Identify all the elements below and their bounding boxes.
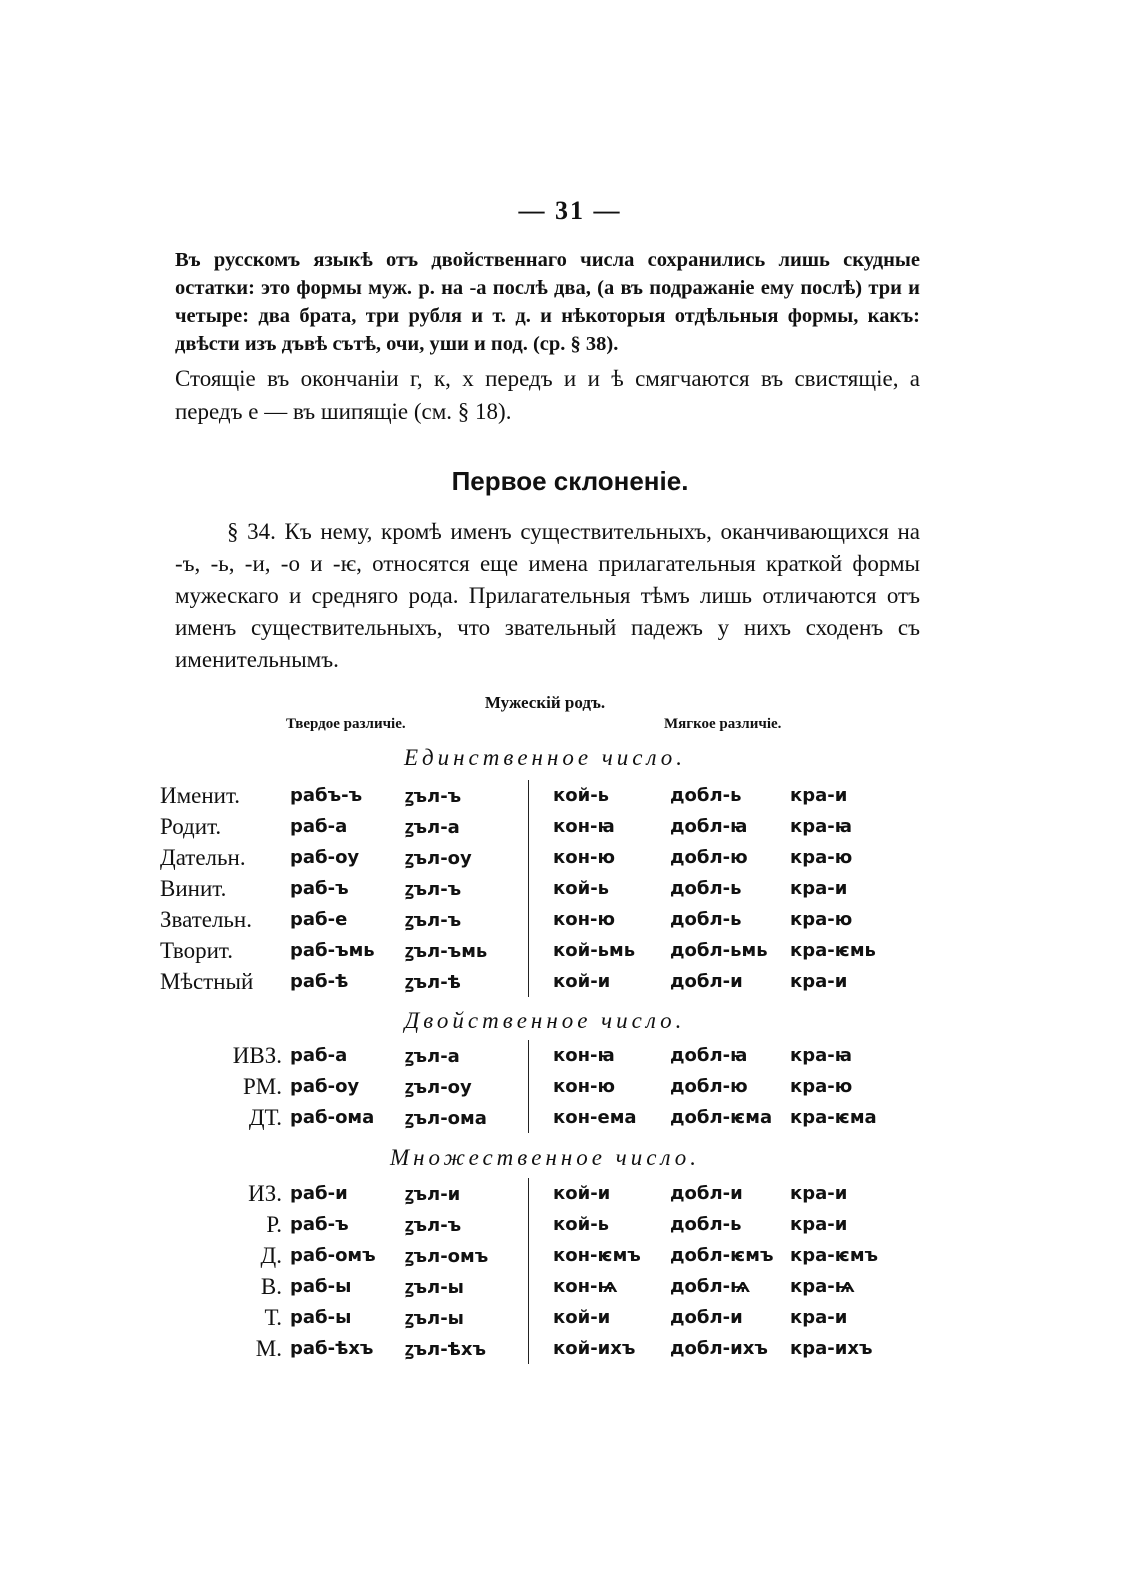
word-form: добл-ѥмъ bbox=[670, 1245, 774, 1266]
word-form: ꙁъл-ъмь bbox=[405, 940, 488, 962]
word-form: кой-и bbox=[529, 1178, 671, 1209]
word-form: кра-и bbox=[790, 1307, 848, 1328]
case-label: Д. bbox=[260, 1242, 282, 1268]
word-form: ꙁъл-ы bbox=[405, 1307, 464, 1329]
singular-title: Единственное число. bbox=[403, 745, 687, 770]
word-form: кра-и bbox=[790, 1214, 848, 1235]
word-form: кра-ꙗ bbox=[790, 1045, 852, 1066]
word-form: ꙁъл-ома bbox=[405, 1107, 487, 1129]
table-row bbox=[160, 811, 900, 842]
word-form: ꙁъл-оу bbox=[405, 847, 472, 869]
table-row bbox=[160, 1209, 900, 1240]
table-row bbox=[160, 1071, 900, 1102]
word-form: кой-ихъ bbox=[529, 1333, 671, 1364]
case-label: ИЗ. bbox=[248, 1180, 282, 1206]
case-label: Именит. bbox=[160, 782, 241, 808]
word-form: добл-ю bbox=[670, 847, 748, 868]
word-form: рабъ-ъ bbox=[290, 785, 363, 806]
word-form: ꙁъл-ъ bbox=[405, 878, 462, 900]
word-form: кой-ь bbox=[529, 1209, 671, 1240]
word-form: раб-ъ bbox=[290, 878, 349, 899]
table-row bbox=[160, 873, 900, 904]
word-form: кой-ь bbox=[529, 780, 671, 811]
word-form: добл-ихъ bbox=[670, 1338, 768, 1359]
word-form: ꙁъл-ы bbox=[405, 1276, 464, 1298]
table-row bbox=[160, 1240, 900, 1271]
case-label: Р. bbox=[266, 1211, 282, 1237]
case-label: Дательн. bbox=[160, 844, 246, 870]
section-heading: Первое склоненіе. bbox=[451, 466, 689, 496]
dual-table bbox=[160, 1040, 900, 1133]
word-form: раб-ъмь bbox=[290, 940, 375, 961]
case-label: ИВЗ. bbox=[232, 1042, 282, 1068]
word-form: раб-оу bbox=[290, 1076, 360, 1097]
paragraph-dual-remnants: Въ русскомъ языкѣ отъ двойственнаго числа сохранились лишь скудные остатки: это формы муж. р. на -а послѣ два, (а въ подражаніе ему послѣ) три и четыре: два брата, три рубля и т. д. и нѣкоторыя отдѣльныя формы, какъ: двѣсти изъ дъвѣ сътѣ, очи, уши и под. (ср. § 38). bbox=[175, 249, 920, 355]
table-row bbox=[160, 842, 900, 873]
word-form: кра-ꙗ bbox=[790, 816, 852, 837]
dual-title: Двойственное число. bbox=[404, 1008, 686, 1033]
table-row bbox=[160, 780, 900, 811]
word-form: кра-и bbox=[790, 971, 848, 992]
word-form: раб-ъ bbox=[290, 1214, 349, 1235]
word-form: ꙁъл-ъ bbox=[405, 909, 462, 931]
word-form: кон-ѥмъ bbox=[529, 1240, 671, 1271]
word-form: добл-ѩ bbox=[670, 1276, 751, 1297]
case-label: ДТ. bbox=[248, 1104, 282, 1130]
word-form: ꙁъл-ъ bbox=[405, 785, 462, 807]
case-label: В. bbox=[260, 1273, 282, 1299]
word-form: кон-ю bbox=[529, 842, 671, 873]
case-label: М. bbox=[255, 1335, 282, 1361]
word-form: добл-и bbox=[670, 971, 743, 992]
word-form: кра-ю bbox=[790, 909, 853, 930]
word-form: добл-ь bbox=[670, 878, 742, 899]
word-form: добл-ь bbox=[670, 909, 742, 930]
word-form: раб-а bbox=[290, 816, 348, 837]
word-form: кра-ѩ bbox=[790, 1276, 855, 1297]
word-form: кра-ю bbox=[790, 847, 853, 868]
page-number: — 31 — bbox=[518, 196, 622, 225]
word-form: раб-ы bbox=[290, 1307, 352, 1328]
word-form: раб-е bbox=[290, 909, 348, 930]
word-form: кра-ю bbox=[790, 1076, 853, 1097]
word-form: раб-ѣ bbox=[290, 971, 349, 992]
word-form: добл-ю bbox=[670, 1076, 748, 1097]
paragraph-softening: Стоящіе въ окончаніи г, к, х передъ и и ѣ смягчаются въ свистящіе, а передъ е — въ шипящіе (см. § 18). bbox=[175, 366, 920, 424]
table-row bbox=[160, 1333, 900, 1364]
word-form: раб-оу bbox=[290, 847, 360, 868]
table-row bbox=[160, 1271, 900, 1302]
word-form: добл-и bbox=[670, 1183, 743, 1204]
plural-table bbox=[160, 1178, 900, 1364]
table-row bbox=[160, 966, 900, 997]
word-form: кра-ихъ bbox=[790, 1338, 873, 1359]
word-form: добл-ѥма bbox=[670, 1107, 773, 1128]
case-label: Звательн. bbox=[160, 906, 252, 932]
case-label: Мѣстный bbox=[160, 968, 254, 994]
word-form: кра-и bbox=[790, 1183, 848, 1204]
word-form: ꙁъл-ѣ bbox=[405, 971, 461, 993]
word-form: ꙁъл-а bbox=[405, 1045, 460, 1067]
word-form: кон-ѩ bbox=[529, 1271, 671, 1302]
word-form: добл-ь bbox=[670, 1214, 742, 1235]
word-form: ꙁъл-и bbox=[405, 1183, 461, 1205]
word-form: добл-ьмь bbox=[670, 940, 768, 961]
singular-table bbox=[160, 780, 900, 997]
word-form: кон-ꙗ bbox=[529, 811, 671, 842]
table-row bbox=[160, 1102, 900, 1133]
word-form: добл-ꙗ bbox=[670, 816, 748, 837]
word-form: раб-ома bbox=[290, 1107, 375, 1128]
word-form: ꙁъл-ъ bbox=[405, 1214, 462, 1236]
word-form: ꙁъл-оу bbox=[405, 1076, 472, 1098]
word-form: кра-и bbox=[790, 878, 848, 899]
paragraph-section-34: § 34. Къ нему, кромѣ именъ существительныхъ, оканчивающихся на -ъ, -ь, -и, -о и -ѥ, относятся еще имена прилагательныя краткой формы мужескаго и средняго рода. Прилагательныя тѣмъ лишь отличаются отъ именъ существительныхъ, что звательный падежъ у нихъ сходенъ съ именительнымъ. bbox=[175, 519, 920, 672]
word-form: кой-ь bbox=[529, 873, 671, 904]
word-form: кон-ема bbox=[529, 1102, 671, 1133]
word-form: ꙁъл-ѣхъ bbox=[405, 1338, 487, 1360]
table-row bbox=[160, 904, 900, 935]
table-gender-title: Мужескій родъ. bbox=[484, 693, 606, 712]
word-form: раб-ы bbox=[290, 1276, 352, 1297]
word-form: добл-ꙗ bbox=[670, 1045, 748, 1066]
word-form: кон-ꙗ bbox=[529, 1040, 671, 1071]
word-form: кой-ьмь bbox=[529, 935, 671, 966]
word-form: добл-ь bbox=[670, 785, 742, 806]
plural-title: Множественное число. bbox=[389, 1145, 701, 1170]
word-form: кра-ѥмь bbox=[790, 940, 876, 961]
hard-variant-label: Твердое различіе. bbox=[286, 716, 406, 732]
word-form: добл-и bbox=[670, 1307, 743, 1328]
soft-variant-label: Мягкое различіе. bbox=[664, 716, 782, 732]
word-form: раб-омъ bbox=[290, 1245, 376, 1266]
word-form: кон-ю bbox=[529, 1071, 671, 1102]
word-form: кра-и bbox=[790, 785, 848, 806]
word-form: раб-ѣхъ bbox=[290, 1338, 374, 1359]
word-form: раб-а bbox=[290, 1045, 348, 1066]
case-label: Винит. bbox=[160, 875, 227, 901]
table-row bbox=[160, 935, 900, 966]
table-row bbox=[160, 1302, 900, 1333]
word-form: кой-и bbox=[529, 966, 671, 997]
word-form: раб-и bbox=[290, 1183, 348, 1204]
case-label: Т. bbox=[264, 1304, 282, 1330]
word-form: ꙁъл-омъ bbox=[405, 1245, 489, 1267]
word-form: кон-ю bbox=[529, 904, 671, 935]
table-row bbox=[160, 1040, 900, 1071]
word-form: кой-и bbox=[529, 1302, 671, 1333]
case-label: Родит. bbox=[160, 813, 222, 839]
case-label: РМ. bbox=[243, 1073, 282, 1099]
word-form: кра-ѥма bbox=[790, 1107, 877, 1128]
word-form: кра-ѥмъ bbox=[790, 1245, 879, 1266]
word-form: ꙁъл-а bbox=[405, 816, 460, 838]
table-row bbox=[160, 1178, 900, 1209]
case-label: Творит. bbox=[160, 937, 233, 963]
